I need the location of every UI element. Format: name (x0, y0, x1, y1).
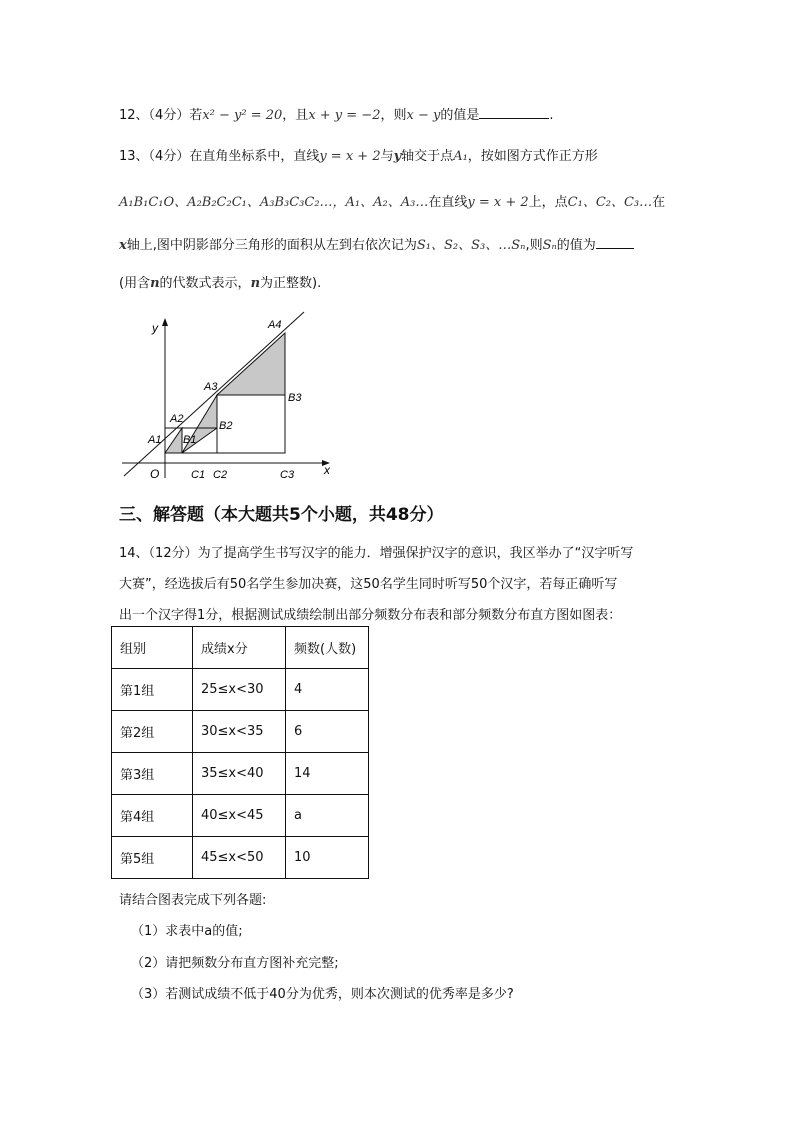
table-cell: 14 (286, 753, 369, 795)
q12-equation-2: x + y = −2 (308, 108, 381, 123)
table-header-row (112, 627, 369, 669)
q13-line-3 (119, 236, 634, 256)
frequency-table (111, 626, 369, 879)
table-cell: 25≤x<30 (193, 669, 286, 711)
table-cell: 6 (286, 711, 369, 753)
q14-line-2: 大赛”，经选拔后有50名学生参加决赛，这50名学生同时听写50个汉字，若每正确听写 (119, 577, 618, 592)
label-a2: A2 (170, 413, 184, 425)
q13-close-paren: ). (312, 276, 322, 291)
q13-prefix: 13、（4分）在直角坐标系中，直线 (119, 149, 320, 164)
q13-line2-mid2: 上，点 (528, 195, 568, 210)
label-b1: B1 (183, 434, 197, 446)
q13-squares: A₁B₁C₁O、A₂B₂C₂C₁、A₃B₃C₃C₂… (119, 195, 333, 210)
q14-prompt: 请结合图表完成下列各题: (119, 893, 267, 908)
label-b3: B3 (288, 392, 302, 404)
q13-line3-tail: 的值为 (556, 238, 596, 253)
q13-sn: Sₙ (542, 238, 557, 253)
q12-prefix: 12、（4分）若 (119, 108, 203, 123)
q13-points-c: C₁、C₂、C₃… (567, 195, 653, 210)
q13-line2-equation: y = x + 2 (467, 195, 529, 210)
q14-line-3: 出一个汉字得1分，根据测试成绩绘制出部分频数分布表和部分频数分布直方图如图表： (119, 608, 622, 623)
q13-line4-text3: 为正整数 (260, 276, 313, 291)
label-a3: A3 (204, 381, 218, 393)
label-y: y (152, 321, 158, 335)
q13-line-4 (119, 274, 321, 294)
q12-suffix: 的值是 (440, 108, 480, 123)
q12-equation-1: x² − y² = 20 (202, 108, 283, 123)
header-frequency: 频数(人数) (286, 627, 369, 669)
header-group: 组别 (112, 627, 193, 669)
label-b2: B2 (219, 420, 233, 432)
q13-tail: ，按如图方式作正方形 (467, 149, 598, 164)
table-cell: 45≤x<50 (193, 837, 286, 879)
q13-point-a1: A₁ (453, 149, 468, 164)
q13-n-1: n (150, 276, 160, 291)
table-cell: 10 (286, 837, 369, 879)
q13-line2-mid: 在直线 (428, 195, 468, 210)
table-cell: 30≤x<35 (193, 711, 286, 753)
table-row (112, 837, 369, 879)
q13-line2-tail: 在 (652, 195, 666, 210)
q13-line-2 (119, 193, 665, 213)
table-row (112, 795, 369, 837)
header-score: 成绩x分 (193, 627, 286, 669)
table-cell: 第1组 (112, 669, 193, 711)
label-c1: C1 (191, 469, 206, 481)
table-cell: 第4组 (112, 795, 193, 837)
q12-answer-blank (479, 106, 549, 119)
label-origin: O (150, 467, 160, 481)
label-a1: A1 (148, 434, 162, 446)
q14-sub-question-3: （3）若测试成绩不低于40分为优秀，则本次测试的优秀率是多少? (131, 987, 514, 1002)
q12-end: . (549, 108, 554, 123)
q13-points-a: ，A₁、A₂、A₃… (332, 195, 429, 210)
table-row (112, 753, 369, 795)
q13-line-equation: y = x + 2 (319, 149, 381, 164)
section-3-title: 三、解答题（本大题共5个小题，共48分） (119, 505, 444, 525)
q13-line3-mid: ,则 (525, 238, 543, 253)
q13-answer-blank (596, 236, 634, 249)
q13-x-axis: x (119, 238, 127, 253)
table-cell: 第5组 (112, 837, 193, 879)
q12-equation-3: x − y (406, 108, 441, 123)
q13-line4-text1: 用含 (124, 276, 151, 291)
q13-figure (118, 308, 340, 486)
q13-y-axis: y (393, 149, 402, 164)
table-cell: 40≤x<45 (193, 795, 286, 837)
table-row (112, 711, 369, 753)
label-c2: C2 (213, 469, 228, 481)
q13-mid: 与 (380, 149, 394, 164)
q14-sub-question-2: （2）请把频数分布直方图补充完整; (131, 956, 339, 971)
q13-line3-text: 轴上,图中阴影部分三角形的面积从左到右依次记为 (126, 238, 417, 253)
y-axis-arrow (162, 318, 168, 326)
question-12 (119, 106, 553, 126)
table-cell: a (286, 795, 369, 837)
table-cell: 第3组 (112, 753, 193, 795)
table-row (112, 669, 369, 711)
label-c3: C3 (280, 469, 295, 481)
table-cell: 第2组 (112, 711, 193, 753)
shaded-triangle-1 (165, 428, 182, 453)
q13-line-1 (119, 147, 598, 167)
q14-line-1: 14、（12分）为了提高学生书写汉字的能力．增强保护汉字的意识，我区举办了“汉字听写 (119, 546, 634, 561)
label-x: x (324, 463, 330, 477)
q13-line4-text2: 的代数式表示， (159, 276, 251, 291)
shaded-triangle-3 (217, 333, 285, 395)
q13-n-2: n (250, 276, 261, 291)
q13-s-list: S₁、S₂、S₃、…Sₙ (416, 238, 526, 253)
q14-sub-question-1: （1）求表中a的值; (131, 924, 243, 939)
label-a4: A4 (268, 319, 282, 331)
q12-mid-1: ，且 (282, 108, 309, 123)
q13-suffix: 轴交于点 (401, 149, 454, 164)
table-cell: 35≤x<40 (193, 753, 286, 795)
q13-open-paren: ( (119, 276, 125, 291)
q12-mid-2: ，则 (380, 108, 407, 123)
table-cell: 4 (286, 669, 369, 711)
